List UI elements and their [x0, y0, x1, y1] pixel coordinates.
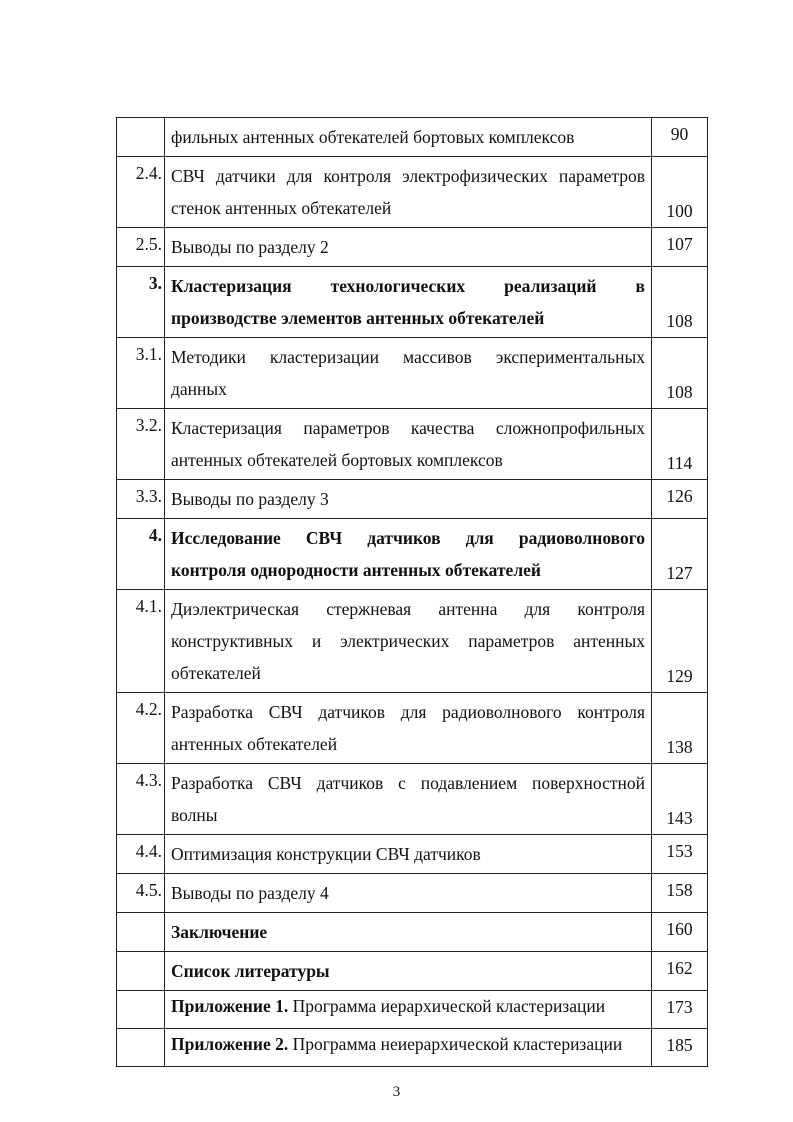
toc-row — [117, 874, 708, 913]
toc-page-number: 127 — [652, 519, 708, 590]
toc-row — [117, 835, 708, 874]
toc-title-line: Разработка СВЧ датчиков для радиоволнового контроля — [171, 702, 645, 722]
toc-page-number: 100 — [652, 157, 708, 228]
toc-title-line: фильных антенных обтекателей бортовых комплексов — [171, 127, 575, 147]
toc-title-line: Выводы по разделу 2 — [171, 237, 329, 257]
toc-title-line: Методики кластеризации массивов экспериментальных — [171, 347, 645, 367]
toc-appendix-title: Программа неиерархической кластеризации — [288, 1034, 623, 1054]
toc-title-line: Исследование СВЧ датчиков для радиоволнового — [171, 528, 645, 548]
toc-page-number: 173 — [652, 991, 708, 1029]
toc-title-line: Кластеризация параметров качества сложнопрофильных — [171, 418, 645, 438]
toc-section-title — [165, 952, 652, 991]
toc-appendix-title: Программа иерархической кластеризации — [288, 996, 606, 1016]
toc-section-title — [165, 1029, 652, 1067]
toc-title-line: Выводы по разделу 3 — [171, 489, 329, 509]
toc-section-number: 2.4. — [117, 157, 165, 228]
toc-row — [117, 1029, 708, 1067]
toc-section-number: 4.2. — [117, 693, 165, 764]
toc-page-number: 107 — [652, 228, 708, 267]
toc-row — [117, 764, 708, 835]
toc-page-number: 90 — [652, 118, 708, 157]
toc-section-title — [165, 480, 652, 519]
toc-title-line: антенных обтекателей — [171, 734, 338, 754]
toc-section-title — [165, 267, 652, 338]
toc-title-line: СВЧ датчики для контроля электрофизических параметров — [171, 166, 645, 186]
page-number: 3 — [392, 1084, 401, 1100]
toc-row — [117, 338, 708, 409]
toc-title-line: Выводы по разделу 4 — [171, 883, 329, 903]
toc-page-number: 162 — [652, 952, 708, 991]
toc-page-number: 108 — [652, 267, 708, 338]
toc-section-title — [165, 590, 652, 693]
toc-page-number: 126 — [652, 480, 708, 519]
toc-section-title — [165, 228, 652, 267]
toc-section-number: 4.1. — [117, 590, 165, 693]
toc-row — [117, 267, 708, 338]
toc-section-title — [165, 519, 652, 590]
toc-page-number: 129 — [652, 590, 708, 693]
toc-row — [117, 913, 708, 952]
toc-row — [117, 409, 708, 480]
toc-title-line: Разработка СВЧ датчиков с подавлением поверхностной — [171, 773, 645, 793]
toc-page-number: 143 — [652, 764, 708, 835]
toc-page-number: 185 — [652, 1029, 708, 1067]
toc-section-title — [165, 764, 652, 835]
toc-row — [117, 519, 708, 590]
toc-section-number: 4.3. — [117, 764, 165, 835]
toc-section-number: 3.3. — [117, 480, 165, 519]
toc-section-title — [165, 835, 652, 874]
toc-title-line: обтекателей — [171, 663, 261, 683]
toc-section-number — [117, 1029, 165, 1067]
toc-page-number: 160 — [652, 913, 708, 952]
toc-section-title — [165, 157, 652, 228]
toc-title-line: Кластеризация технологических реализаций в — [171, 276, 645, 296]
toc-section-title — [165, 338, 652, 409]
toc-page-number: 158 — [652, 874, 708, 913]
toc-section-title — [165, 874, 652, 913]
toc-row — [117, 157, 708, 228]
toc-section-title — [165, 991, 652, 1029]
table-of-contents — [116, 117, 708, 1067]
toc-row — [117, 480, 708, 519]
toc-title-line: контроля однородности антенных обтекателей — [171, 560, 541, 580]
toc-appendix-label: Приложение 2. — [171, 1034, 289, 1054]
toc-section-title — [165, 118, 652, 157]
toc-row — [117, 693, 708, 764]
toc-section-number — [117, 118, 165, 157]
toc-section-number: 2.5. — [117, 228, 165, 267]
toc-body — [117, 118, 708, 1067]
toc-title-line: конструктивных и электрических параметров антенных — [171, 631, 645, 651]
toc-section-number — [117, 952, 165, 991]
toc-section-title — [165, 693, 652, 764]
toc-row — [117, 991, 708, 1029]
toc-title-line: волны — [171, 805, 218, 825]
toc-row — [117, 118, 708, 157]
toc-row — [117, 228, 708, 267]
toc-page-number: 153 — [652, 835, 708, 874]
toc-section-number: 3.1. — [117, 338, 165, 409]
toc-appendix-label: Приложение 1. — [171, 996, 289, 1016]
toc-title-line: Оптимизация конструкции СВЧ датчиков — [171, 844, 481, 864]
toc-page-number: 114 — [652, 409, 708, 480]
toc-section-number: 4. — [117, 519, 165, 590]
toc-section-number: 3. — [117, 267, 165, 338]
toc-row — [117, 590, 708, 693]
toc-title-line: данных — [171, 379, 227, 399]
toc-title-line: антенных обтекателей бортовых комплексов — [171, 450, 503, 470]
toc-section-number — [117, 913, 165, 952]
toc-section-number: 3.2. — [117, 409, 165, 480]
toc-title-line: Список литературы — [171, 961, 330, 981]
toc-section-title — [165, 409, 652, 480]
toc-title-line: производстве элементов антенных обтекателей — [171, 308, 545, 328]
toc-page-number: 138 — [652, 693, 708, 764]
toc-section-number: 4.4. — [117, 835, 165, 874]
toc-title-line: стенок антенных обтекателей — [171, 198, 392, 218]
toc-section-number: 4.5. — [117, 874, 165, 913]
toc-row — [117, 952, 708, 991]
toc-page-number: 108 — [652, 338, 708, 409]
toc-title-line: Заключение — [171, 922, 268, 942]
toc-section-title — [165, 913, 652, 952]
toc-title-line: Диэлектрическая стержневая антенна для контроля — [171, 599, 645, 619]
toc-section-number — [117, 991, 165, 1029]
